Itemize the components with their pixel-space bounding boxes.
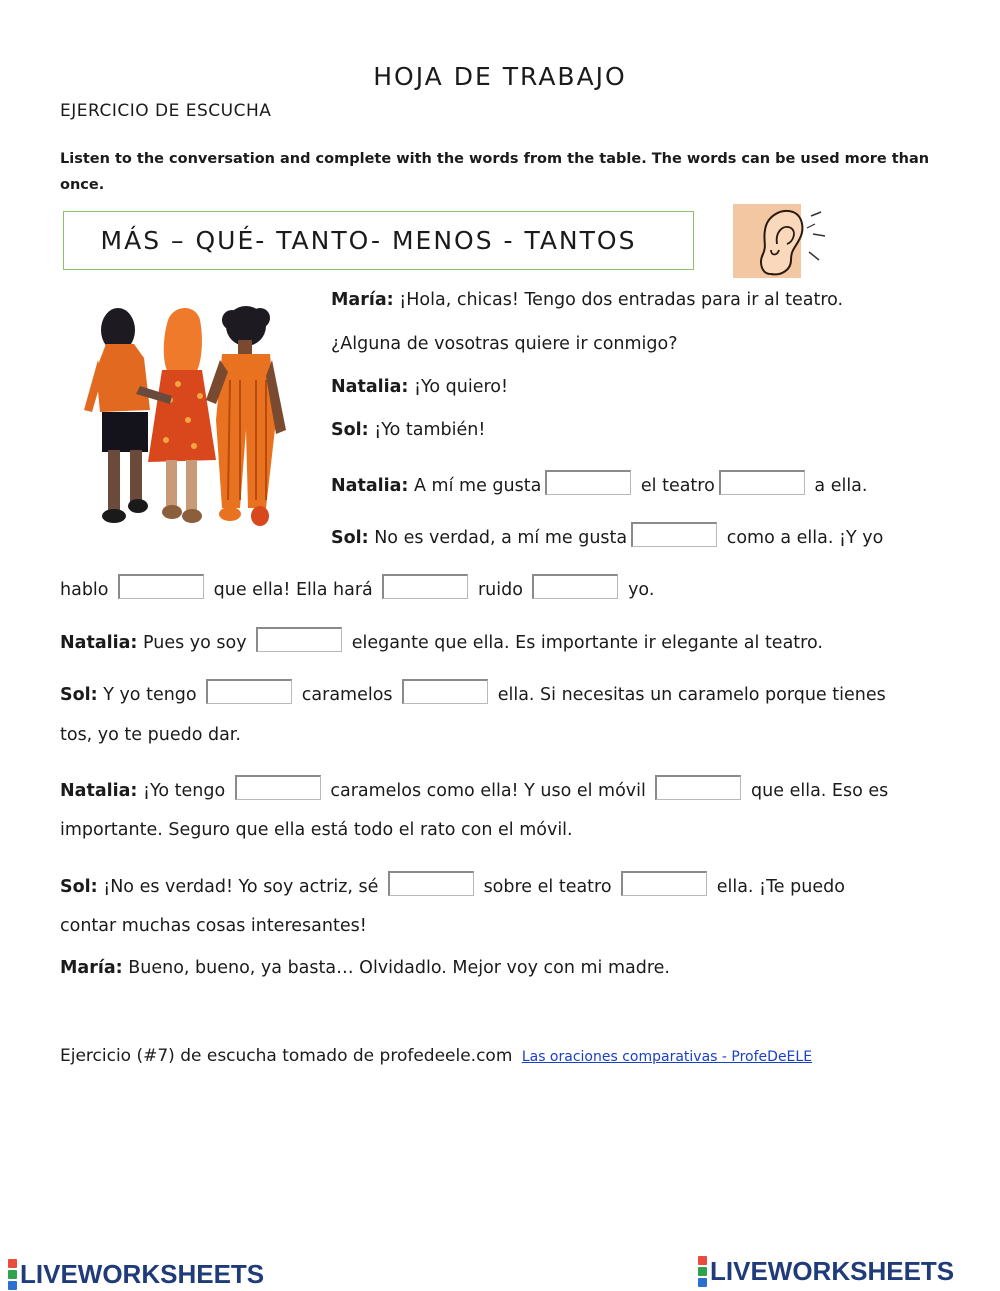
answer-blank[interactable] [402,679,488,704]
answer-blank[interactable] [621,871,707,896]
dialogue-line [331,522,883,548]
line-text: Y yo tengo [103,685,197,705]
line-text: contar muchas cosas interesantes! [60,916,367,936]
liveworksheets-logo-icon [698,1255,707,1288]
line-text: A mí me gusta [414,476,542,496]
line-text: No es verdad, a mí me gusta [374,528,628,548]
speaker-sol: Sol: [331,420,369,440]
line-text: que ella! Ella hará [213,580,373,600]
line-text: hablo [60,580,109,600]
source-link[interactable]: Las oraciones comparativas - ProfeDeELE [521,1049,813,1065]
answer-blank[interactable] [719,470,805,495]
instructions: Listen to the conversation and complete with the words from the table. The words can be used more than once. [60,151,930,193]
speaker-sol: Sol: [60,877,98,897]
section-subtitle: EJERCICIO DE ESCUCHA [60,101,272,121]
dialogue-line [331,470,867,496]
answer-blank[interactable] [256,627,342,652]
line-text: caramelos [301,685,393,705]
line-text: a ella. [814,476,868,496]
three-girls-illustration [70,300,300,540]
dialogue-line [331,420,485,440]
answer-blank[interactable] [118,574,204,599]
speaker-sol: Sol: [60,685,98,705]
line-text: Pues yo soy [143,633,247,653]
dialogue-line [60,574,654,600]
line-text: ¡Yo también! [374,420,486,440]
line-text: yo. [628,580,655,600]
speaker-natalia: Natalia: [60,781,138,801]
line-text: el teatro [640,476,715,496]
liveworksheets-logo-icon [8,1258,17,1291]
page-title: HOJA DE TRABAJO [373,62,627,91]
source-note [60,1046,812,1066]
word-bank [63,211,694,270]
speaker-sol: Sol: [331,528,369,548]
dialogue-line [60,916,367,936]
line-text: elegante que ella. Es importante ir elegante al teatro. [351,633,823,653]
dialogue-line [331,377,508,397]
answer-blank[interactable] [235,775,321,800]
speaker-natalia: Natalia: [331,476,409,496]
brand-left [8,1258,264,1291]
line-text: ¡Hola, chicas! Tengo dos entradas para ir al teatro. [399,290,844,310]
brand-right-text: LIVEWORKSHEETS [710,1256,955,1286]
answer-blank[interactable] [545,470,631,495]
dialogue-line [60,679,886,705]
line-text: ¿Alguna de vosotras quiere ir conmigo? [331,334,678,354]
dialogue-line [331,290,843,310]
line-text: ¡No es verdad! Yo soy actriz, sé [103,877,379,897]
dialogue-line [60,820,573,840]
speaker-maria: María: [60,958,123,978]
source-text: Ejercicio (#7) de escucha tomado de profedeele.com [60,1046,513,1066]
speaker-maria: María: [331,290,394,310]
dialogue-line [60,958,670,978]
dialogue-line [331,334,678,354]
word-bank-text: MÁS – QUÉ- TANTO- MENOS - TANTOS [100,226,637,255]
line-text: como a ella. ¡Y yo [726,528,884,548]
answer-blank[interactable] [532,574,618,599]
line-text: ¡Yo quiero! [414,377,509,397]
answer-blank[interactable] [206,679,292,704]
dialogue-line [60,725,241,745]
line-text: ella. ¡Te puedo [716,877,845,897]
answer-blank[interactable] [631,522,717,547]
brand-right [698,1255,954,1288]
line-text: ruido [477,580,523,600]
answer-blank[interactable] [382,574,468,599]
line-text: ¡Yo tengo [143,781,226,801]
line-text: importante. Seguro que ella está todo el rato con el móvil. [60,820,573,840]
ear-icon [733,204,833,278]
line-text: sobre el teatro [483,877,612,897]
line-text: tos, yo te puedo dar. [60,725,241,745]
speaker-natalia: Natalia: [331,377,409,397]
answer-blank[interactable] [655,775,741,800]
dialogue-line [60,627,823,653]
answer-blank[interactable] [388,871,474,896]
line-text: caramelos como ella! Y uso el móvil [330,781,646,801]
dialogue-line [60,871,845,897]
speaker-natalia: Natalia: [60,633,138,653]
brand-left-text: LIVEWORKSHEETS [20,1259,265,1289]
line-text: Bueno, bueno, ya basta… Olvidadlo. Mejor voy con mi madre. [128,958,670,978]
dialogue-line [60,775,888,801]
line-text: ella. Si necesitas un caramelo porque tienes [497,685,886,705]
line-text: que ella. Eso es [751,781,889,801]
